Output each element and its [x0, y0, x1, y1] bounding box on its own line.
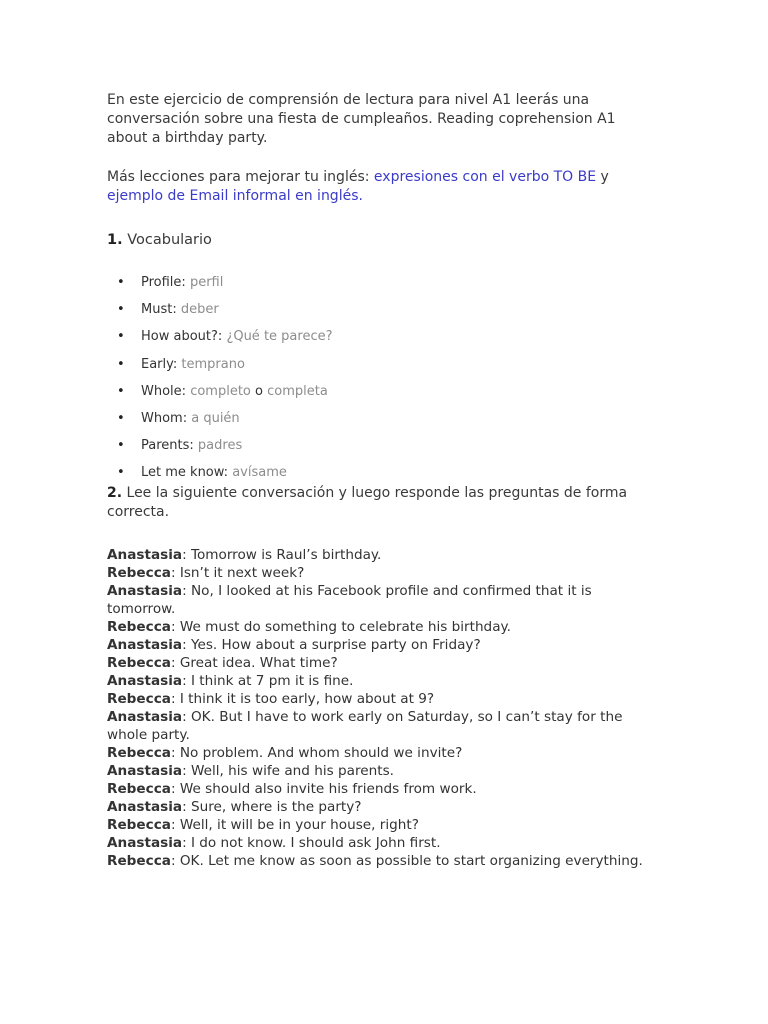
- vocab-conjunction: o: [255, 383, 263, 399]
- vocab-term: Whole:: [141, 383, 187, 399]
- dialogue-line: [107, 654, 647, 672]
- speaker-name: Anastasia: [107, 582, 183, 599]
- speaker-name: Anastasia: [107, 546, 183, 563]
- dialogue-line: [107, 672, 647, 690]
- vocab-translation: padres: [197, 438, 243, 454]
- dialogue-line: [107, 690, 647, 708]
- vocab-translation: deber: [180, 302, 219, 318]
- vocabulary-list: [107, 274, 647, 481]
- vocab-translation: a quién: [191, 410, 240, 426]
- conversation: [107, 546, 647, 870]
- vocab-term: Let me know:: [141, 465, 229, 481]
- dialogue-text: : Great idea. What time?: [170, 654, 338, 671]
- vocab-item: [107, 383, 647, 400]
- speaker-name: Rebecca: [107, 654, 171, 671]
- section-title: Vocabulario: [122, 232, 212, 248]
- speaker-name: Rebecca: [107, 618, 171, 635]
- dialogue-line: [107, 780, 647, 798]
- vocab-translation: temprano: [181, 356, 245, 372]
- vocab-term: Whom:: [141, 410, 188, 426]
- dialogue-line: [107, 816, 647, 834]
- vocab-translation: completo: [190, 383, 251, 399]
- dialogue-text: : I think it is too early, how about at 9?: [170, 690, 435, 707]
- section-number: 1.: [107, 232, 123, 248]
- speaker-name: Rebecca: [107, 564, 171, 581]
- dialogue-text: : Well, it will be in your house, right?: [170, 816, 419, 833]
- section-conversacion-heading: [107, 484, 647, 522]
- speaker-name: Anastasia: [107, 762, 183, 779]
- more-lessons-conjunction: y: [596, 169, 609, 185]
- vocab-term: Early:: [141, 356, 178, 372]
- dialogue-text: : Tomorrow is Raul’s birthday.: [182, 546, 382, 563]
- section-title: Lee la siguiente conversación y luego responde las preguntas de forma correcta.: [107, 484, 628, 520]
- speaker-name: Anastasia: [107, 708, 183, 725]
- section-vocabulario-heading: [107, 231, 647, 250]
- speaker-name: Anastasia: [107, 834, 183, 851]
- bullet-icon: •: [117, 302, 125, 318]
- speaker-name: Rebecca: [107, 690, 171, 707]
- vocab-item: [107, 356, 647, 373]
- dialogue-line: [107, 636, 647, 654]
- vocab-item: [107, 328, 647, 345]
- speaker-name: Rebecca: [107, 852, 171, 869]
- dialogue-line: [107, 582, 647, 618]
- vocab-item: [107, 410, 647, 427]
- speaker-name: Anastasia: [107, 672, 183, 689]
- bullet-icon: •: [117, 329, 125, 345]
- more-lessons-prefix: Más lecciones para mejorar tu inglés:: [107, 169, 374, 185]
- bullet-icon: •: [117, 410, 125, 426]
- vocab-item: [107, 301, 647, 318]
- bullet-icon: •: [117, 356, 125, 372]
- vocab-translation: ¿Qué te parece?: [226, 329, 333, 345]
- bullet-icon: •: [117, 275, 125, 290]
- intro-paragraph: En este ejercicio de comprensión de lectura para nivel A1 leerás una conversación sobre una fiesta de cumpleaños. Reading coprehension A1 about a birthday party.: [107, 92, 616, 146]
- link-expresiones-to-be[interactable]: expresiones con el verbo TO BE: [373, 169, 597, 185]
- document-page: [107, 91, 647, 870]
- dialogue-line: [107, 798, 647, 816]
- vocab-translation-alt: completa: [267, 383, 328, 399]
- speaker-name: Rebecca: [107, 744, 171, 761]
- dialogue-text: : Yes. How about a surprise party on Friday?: [182, 636, 481, 653]
- dialogue-text: : OK. But I have to work early on Saturday, so I can’t stay for the whole party.: [107, 708, 623, 743]
- dialogue-text: : We should also invite his friends from work.: [170, 780, 477, 797]
- dialogue-line: [107, 744, 647, 762]
- dialogue-line: [107, 546, 647, 564]
- vocab-translation: avísame: [232, 465, 287, 481]
- bullet-icon: •: [117, 438, 125, 454]
- vocab-term: Parents:: [141, 438, 194, 454]
- dialogue-text: : I think at 7 pm it is fine.: [182, 672, 354, 689]
- section-number: 2.: [107, 484, 123, 501]
- bullet-icon: •: [117, 465, 125, 481]
- dialogue-text: : No problem. And whom should we invite?: [170, 744, 463, 761]
- dialogue-text: : Well, his wife and his parents.: [182, 762, 394, 779]
- dialogue-line: [107, 618, 647, 636]
- speaker-name: Rebecca: [107, 780, 171, 797]
- speaker-name: Rebecca: [107, 816, 171, 833]
- vocab-term: Must:: [141, 302, 177, 318]
- dialogue-line: [107, 852, 647, 870]
- vocab-translation: perfil: [189, 275, 224, 290]
- vocab-term: Profile:: [141, 275, 186, 290]
- dialogue-line: [107, 834, 647, 852]
- dialogue-line: [107, 564, 647, 582]
- dialogue-text: : OK. Let me know as soon as possible to start organizing everything.: [170, 852, 643, 869]
- vocab-item: [107, 274, 647, 291]
- more-lessons-paragraph: [107, 168, 647, 206]
- dialogue-line: [107, 708, 647, 744]
- bullet-icon: •: [117, 383, 125, 399]
- dialogue-line: [107, 762, 647, 780]
- vocab-item: [107, 437, 647, 454]
- dialogue-text: : Isn’t it next week?: [170, 564, 305, 581]
- vocab-term: How about?:: [141, 329, 223, 345]
- dialogue-text: : We must do something to celebrate his birthday.: [170, 618, 511, 635]
- vocab-item: [107, 464, 647, 481]
- dialogue-text: : Sure, where is the party?: [182, 798, 362, 815]
- speaker-name: Anastasia: [107, 636, 183, 653]
- speaker-name: Anastasia: [107, 798, 183, 815]
- dialogue-text: : No, I looked at his Facebook profile and confirmed that it is tomorrow.: [107, 582, 592, 617]
- link-ejemplo-email[interactable]: ejemplo de Email informal en inglés.: [107, 188, 363, 204]
- dialogue-text: : I do not know. I should ask John first.: [182, 834, 441, 851]
